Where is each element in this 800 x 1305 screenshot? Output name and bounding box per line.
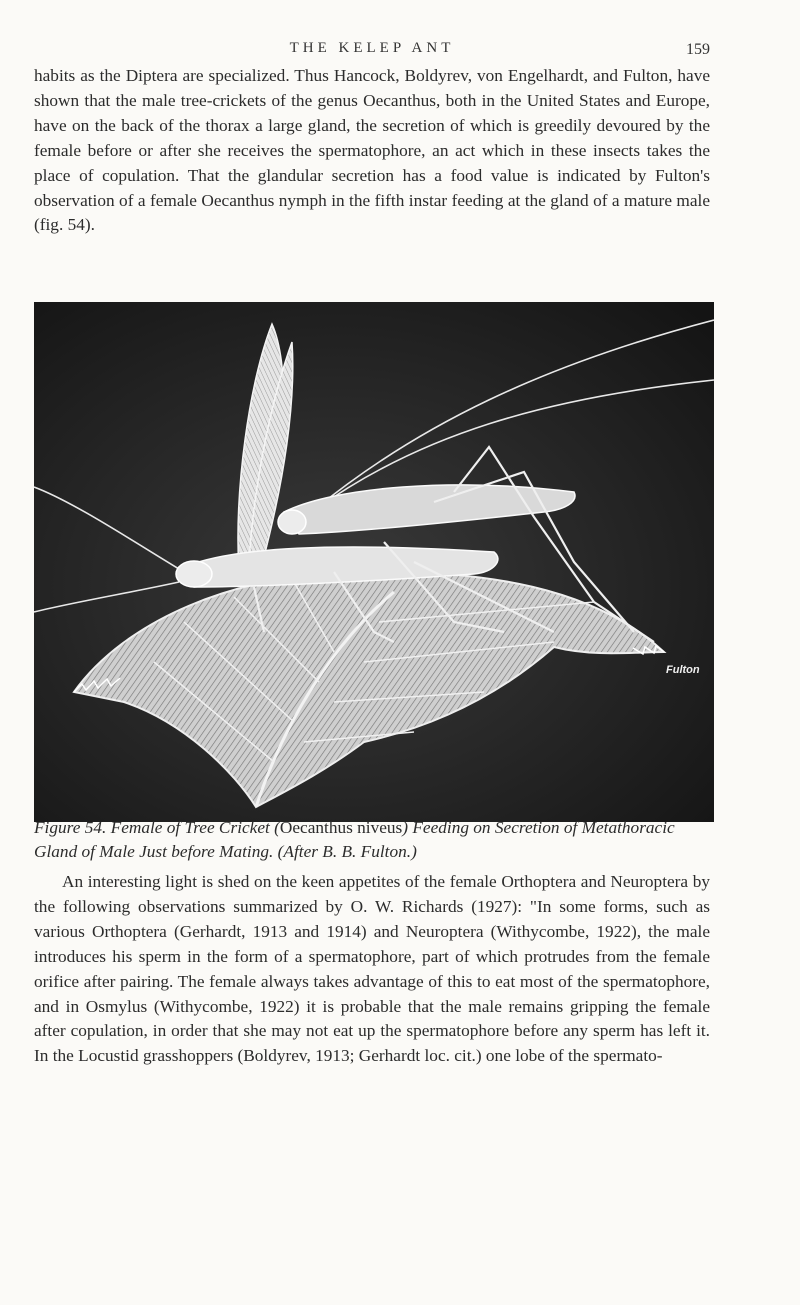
tree-cricket-illustration bbox=[34, 302, 714, 822]
caption-part-1: Figure 54. Female of Tree Cricket ( bbox=[34, 818, 280, 837]
illustrator-signature: Fulton bbox=[666, 664, 700, 676]
caption-species: Oecanthus niveus bbox=[279, 818, 403, 837]
page-number: 159 bbox=[686, 41, 710, 58]
figure-caption bbox=[34, 816, 710, 864]
running-head bbox=[34, 40, 710, 62]
body-paragraph-1: habits as the Diptera are specialized. Thus Hancock, Boldyrev, von Engelhardt, and Fulton, have shown that the male tree-crickets of the genus Oecanthus, both in the United States and Europe, have on the back of the thorax a large gland, the secretion of which is greedily devoured by the female before or after she receives the spermatophore, an act which in these insects takes the place of copulation. That the glandular secretion has a food value is indicated by Fulton's observation of a female Oecanthus nymph in the fifth instar feeding at the gland of a mature male (fig. 54). bbox=[34, 66, 710, 235]
running-title: THE KELEP ANT bbox=[289, 40, 455, 56]
caption-part-2: ) Feeding on Secretion of Metathoracic Gland of Male Just before Mating. (After B. B. Fulton.) bbox=[34, 818, 675, 861]
body-paragraph-2: An interesting light is shed on the keen appetites of the female Orthoptera and Neuroptera by the following observations summarized by O. W. Richards (1927): "In some forms, such as various Orthoptera (Gerhardt, 1913 and 1914) and Neuroptera (Withycombe, 1922), the male introduces his sperm in the form of a spermatophore, part of which protrudes from the female orifice after pairing. The female always takes advantage of this to eat most of the spermatophore, and in Osmylus (Withycombe, 1922) it is probable that the male remains gripping the female after copulation, in order that she may not eat up the spermatophore before any sperm has left it. In the Locustid grasshoppers (Boldyrev, 1913; Gerhardt loc. cit.) one lobe of the spermato- bbox=[34, 872, 710, 1066]
figure-illustration bbox=[34, 302, 714, 822]
